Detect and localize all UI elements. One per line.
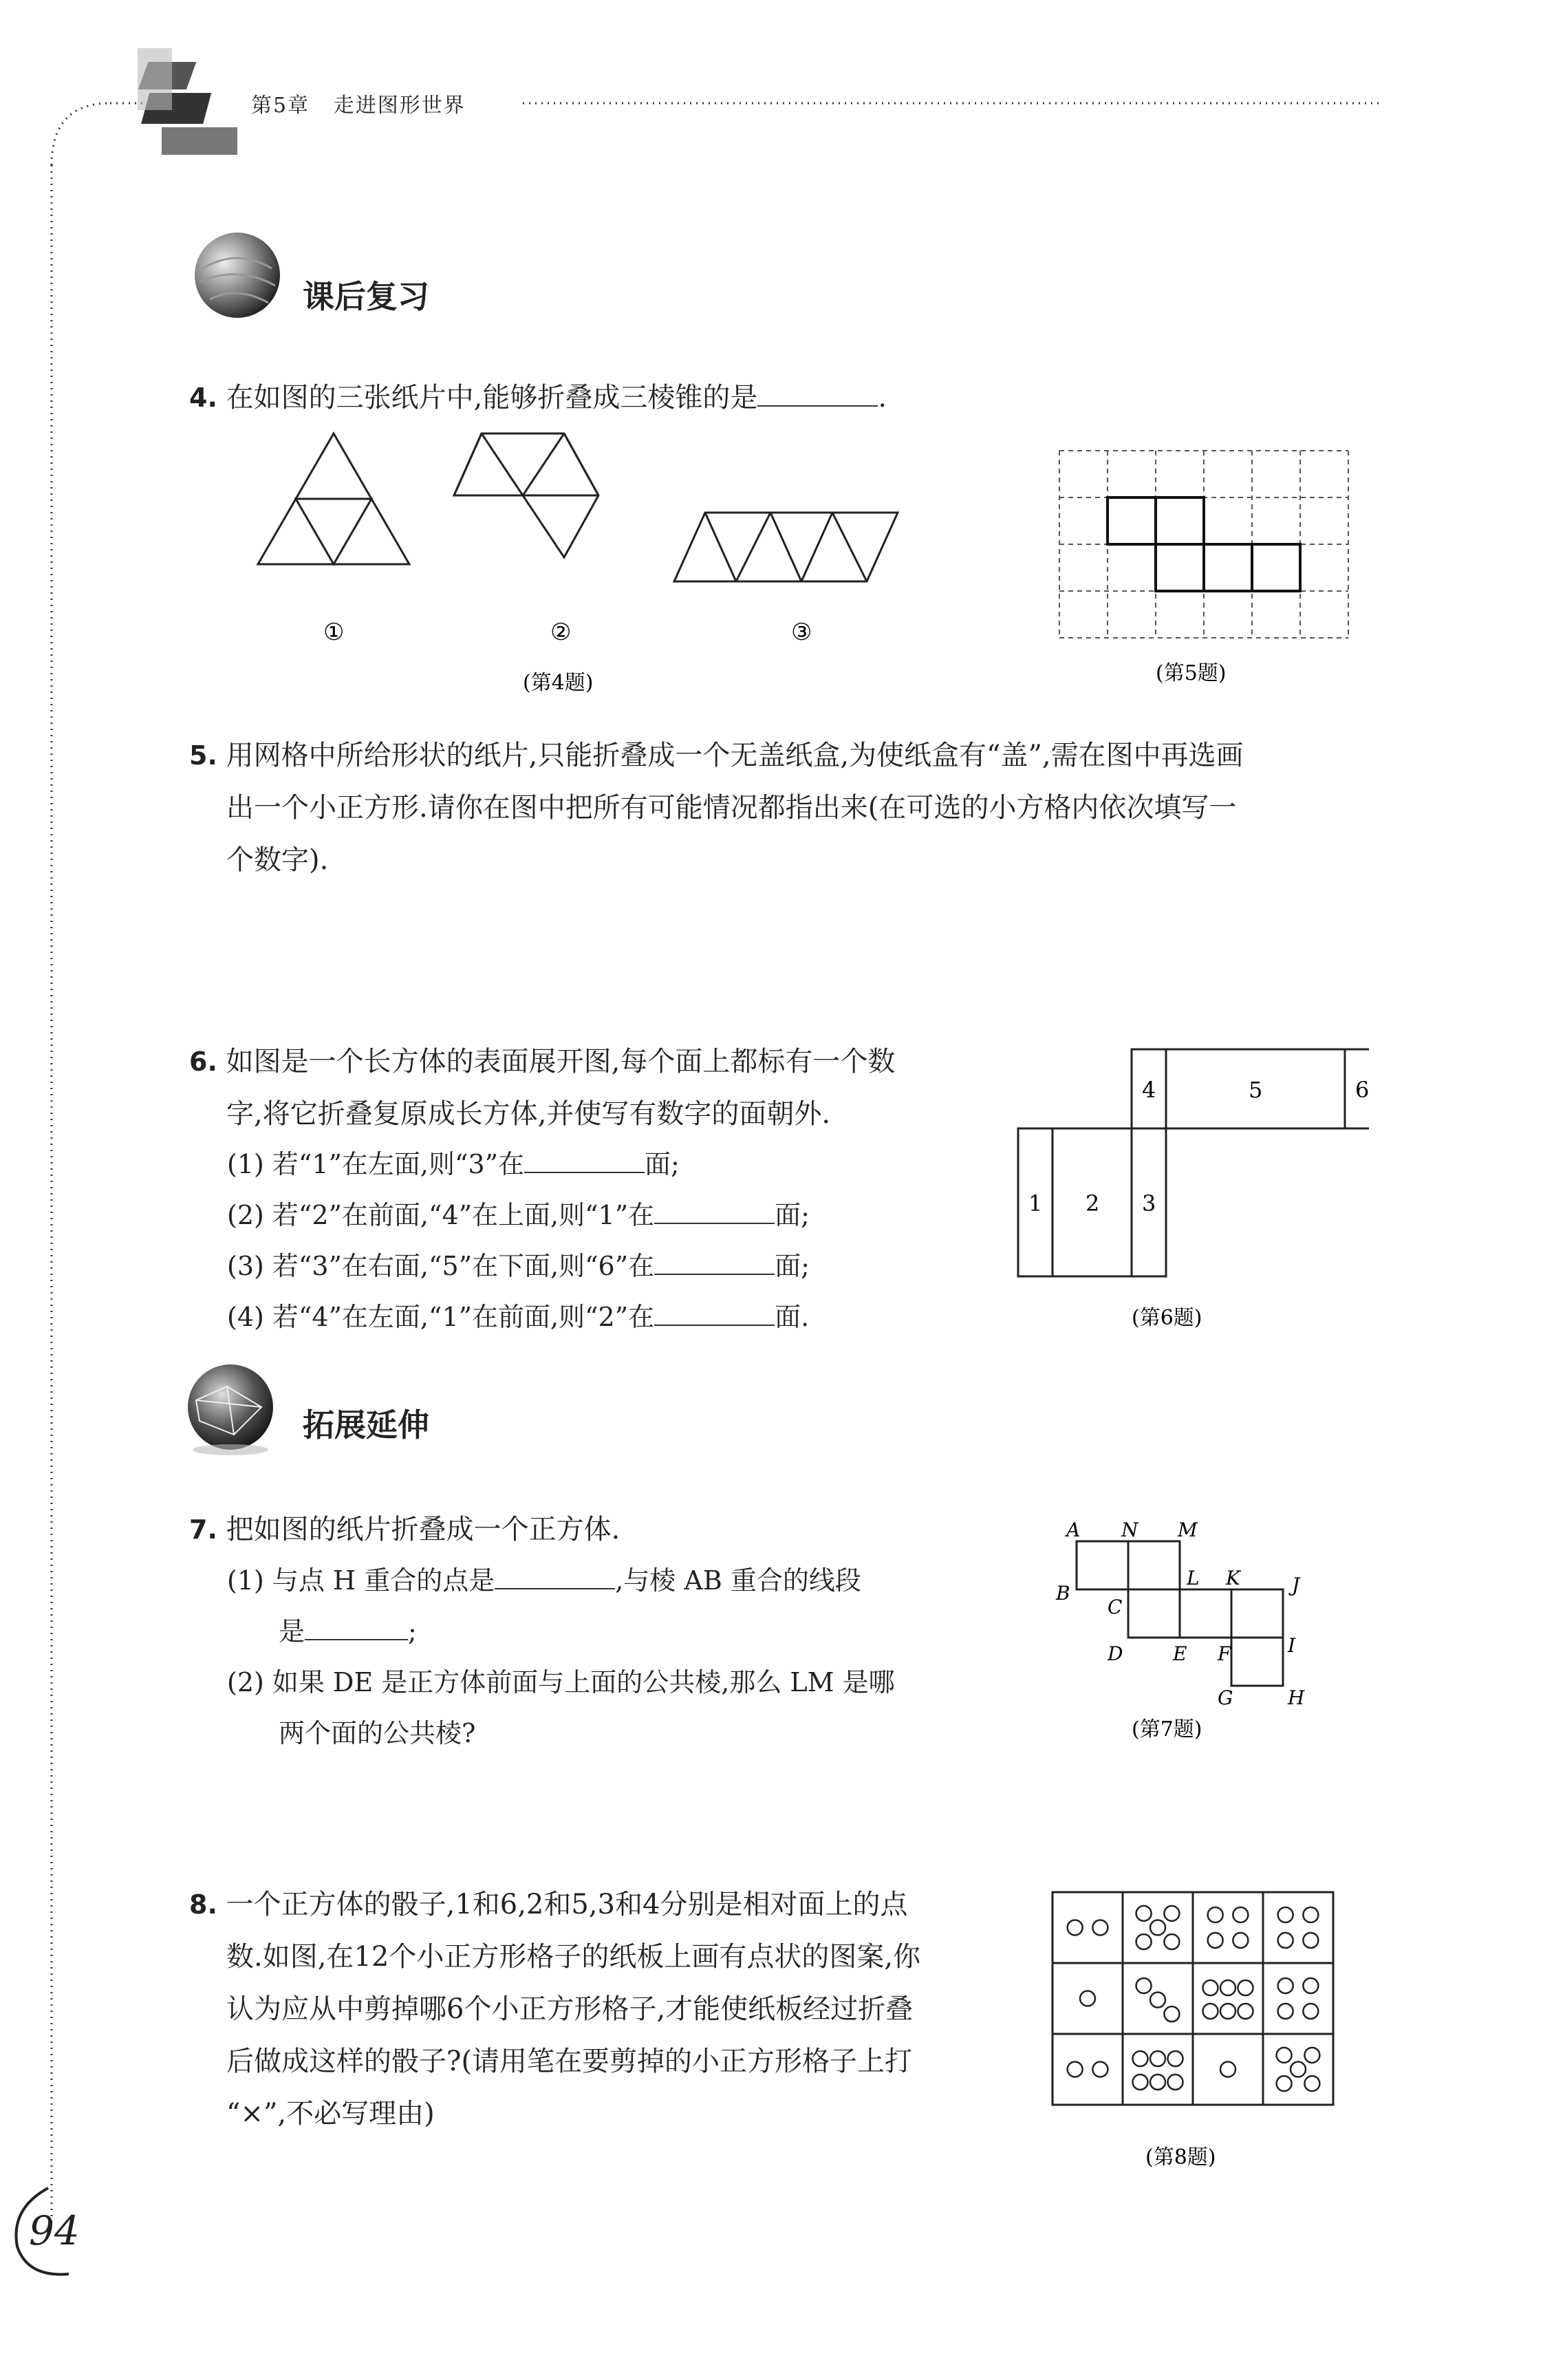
header-decoration (41, 34, 1417, 172)
chapter-number: 第5章 (251, 94, 310, 118)
point-label: F (1218, 1642, 1231, 1665)
question-7-net (1046, 1510, 1362, 1758)
figure-caption-8: (第8题) (1145, 2145, 1216, 2169)
point-label: A (1066, 1519, 1081, 1541)
answer-blank[interactable] (305, 1616, 408, 1640)
figure-caption-6: (第6题) (1132, 1306, 1202, 1330)
answer-blank[interactable] (495, 1565, 615, 1589)
face-label: 1 (1028, 1190, 1043, 1216)
point-label: L (1187, 1567, 1200, 1589)
dice-cell[interactable] (1123, 1892, 1193, 1963)
section-title-extension: 拓展延伸 (303, 1406, 429, 1444)
point-label: C (1108, 1596, 1123, 1618)
figure-label-1: ① (323, 619, 345, 646)
question-4-body: 在如图的三张纸片中,能够折叠成三棱锥的是 (226, 382, 758, 414)
dice-cell[interactable] (1263, 1963, 1333, 2034)
question-4-text: 4. 在如图的三张纸片中,能够折叠成三棱锥的是 . (189, 382, 887, 414)
point-label: B (1056, 1582, 1070, 1605)
point-label: K (1226, 1567, 1240, 1589)
dice-cell[interactable] (1193, 1963, 1263, 2034)
section-title-review: 课后复习 (303, 278, 429, 315)
dice-cell[interactable] (1123, 2034, 1193, 2105)
question-number: 5. (189, 740, 217, 771)
point-label: N (1121, 1519, 1138, 1541)
globe-icon (189, 227, 285, 323)
face-label: 5 (1249, 1077, 1263, 1103)
figure-label-2: ② (550, 619, 572, 646)
figure-caption-5: (第5题) (1156, 661, 1227, 685)
question-5-text: 5. 用网格中所给形状的纸片,只能折叠成一个无盖纸盒,为使纸盒有“盖”,需在图中再选画 出一个小正方形.请你在图中把所有可能情况都指出来(在可选的小方格内依次填写一 个数字). (189, 740, 1244, 876)
books-logo-icon (138, 48, 237, 155)
question-4-figures (248, 427, 922, 702)
figure-label-3: ③ (791, 619, 812, 646)
point-label: M (1178, 1519, 1198, 1541)
question-7-subquestions: (1) 与点 H 重合的点是 ,与棱 AB 重合的线段 是 ; (2) 如果 DE 是正方体前面与上面的公共棱,那么 LM 是哪 两个面的公共棱? (227, 1565, 895, 1748)
question-number: 4. (189, 383, 217, 413)
page-number: 94 (29, 2207, 80, 2254)
dice-cell[interactable] (1263, 2034, 1333, 2105)
question-number: 8. (189, 1889, 217, 1920)
face-label: 4 (1142, 1077, 1156, 1103)
point-label: D (1108, 1642, 1123, 1665)
question-8-dice-grid (1046, 1885, 1362, 2181)
question-7-text: 7. 把如图的纸片折叠成一个正方体. (189, 1514, 620, 1545)
chapter-header (251, 88, 466, 118)
margin-line (41, 165, 62, 2229)
dice-cell[interactable] (1053, 1963, 1123, 2034)
network-globe-icon (179, 1359, 282, 1462)
question-number: 6. (189, 1047, 217, 1077)
question-number: 7. (189, 1514, 217, 1545)
question-5-grid (1053, 444, 1355, 692)
answer-blank[interactable] (654, 1199, 775, 1224)
question-6-net (1011, 1042, 1369, 1359)
figure-caption-7: (第7题) (1132, 1717, 1202, 1741)
figure-caption-4: (第4题) (523, 671, 594, 695)
dice-cell[interactable] (1053, 2034, 1123, 2105)
dice-cell[interactable] (1193, 1892, 1263, 1963)
dice-cell[interactable] (1263, 1892, 1333, 1963)
face-label: 3 (1142, 1190, 1156, 1216)
point-label: E (1173, 1642, 1187, 1665)
point-label: J (1292, 1574, 1300, 1596)
answer-blank[interactable] (524, 1148, 645, 1173)
question-8-text: 8. 一个正方体的骰子,1和6,2和5,3和4分别是相对面上的点 数.如图,在12个小正方形格子的纸板上画有点状的图案,你 认为应从中剪掉哪6个小正方形格子,才能使纸板经过折叠 后做成这样的骰子?(请用笔在要剪掉的小正方形格子上打 “×”,不必写理由) (189, 1889, 921, 2130)
answer-blank[interactable] (654, 1250, 775, 1275)
answer-blank[interactable] (654, 1301, 775, 1326)
dice-cell[interactable] (1123, 1963, 1193, 2034)
point-label: I (1288, 1634, 1296, 1657)
dice-cell[interactable] (1053, 1892, 1123, 1963)
chapter-title: 走进图形世界 (333, 94, 466, 118)
answer-blank[interactable] (757, 382, 878, 407)
point-label: H (1288, 1686, 1305, 1709)
face-label: 6 (1355, 1077, 1369, 1103)
face-label: 2 (1086, 1190, 1100, 1216)
question-6-text: 6. 如图是一个长方体的表面展开图,每个面上都标有一个数 字,将它折叠复原成长方体,并使写有数字的面朝外. (189, 1046, 896, 1130)
question-6-subquestions: (1) 若“1”在左面,则“3”在 面; (2) 若“2”在前面,“4”在上面,则“1”在 面; (3) 若“3”在右面,“5”在下面,则“6”在 面; (4) 若“4”在左面,“1”在前面,则“2”在 面. (227, 1149, 810, 1332)
point-label: G (1218, 1686, 1233, 1709)
dice-cell[interactable] (1193, 2034, 1263, 2105)
